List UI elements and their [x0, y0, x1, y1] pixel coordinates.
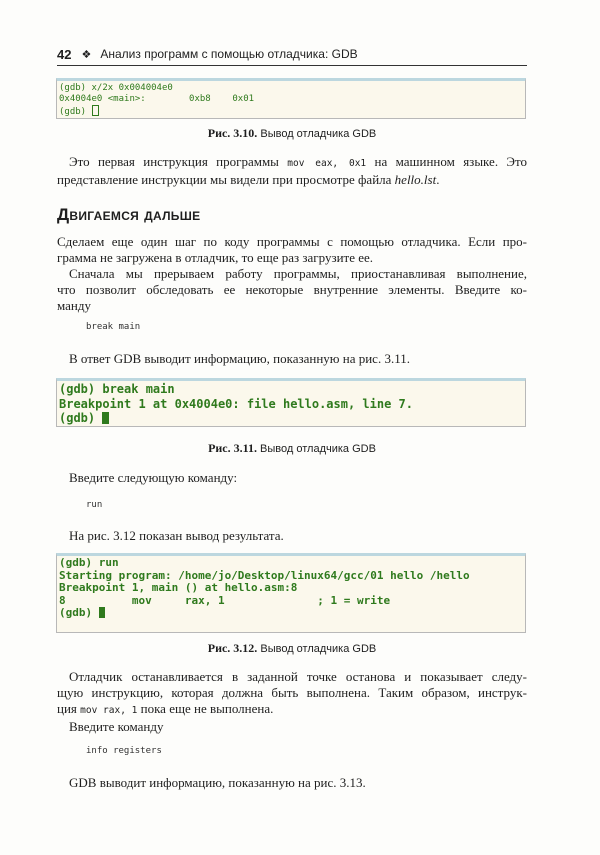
- text-line: Введите следующую команду:: [69, 470, 238, 485]
- terminal-line: (gdb): [59, 105, 525, 118]
- running-header: [57, 44, 527, 64]
- text-line: ция mov rax, 1 пока еще не выполнена.: [57, 701, 274, 716]
- text-line: представление инструкции мы видели при просмотре файла hello.lst.: [57, 172, 440, 187]
- header-rule: [57, 65, 527, 66]
- terminal-line: 0x4004e0 <main>: 0xb8 0x01: [59, 94, 255, 104]
- section-heading: Двигаемся дальше: [57, 205, 201, 224]
- cursor-icon: [92, 105, 99, 116]
- cursor-icon: [102, 412, 109, 424]
- paragraph: [57, 351, 527, 367]
- text-line: Сделаем еще один шаг по коду программы с помощью отладчика. Если про-: [57, 234, 527, 249]
- text-line: Это первая инструкция программы mov eax, 0x1 на машинном языке. Это: [69, 154, 528, 169]
- caption-text: Вывод отладчика GDB: [257, 643, 377, 655]
- terminal-line: (gdb): [59, 411, 525, 426]
- code-block: info registers: [86, 746, 162, 756]
- caption-label: Рис. 3.11.: [208, 441, 257, 455]
- text-line: щую инструкцию, которая должна быть выполнена. Таким образом, инструк-: [57, 685, 527, 700]
- text-line: Введите команду: [69, 719, 164, 734]
- paragraph: [57, 154, 527, 188]
- gdb-output-fig-3-10: [56, 78, 526, 119]
- terminal-line: Breakpoint 1 at 0x4004e0: file hello.asm, line 7.: [59, 396, 414, 411]
- paragraph: [57, 234, 527, 266]
- text-line: манду: [57, 298, 91, 313]
- cursor-icon: [99, 607, 105, 618]
- caption-label: Рис. 3.10.: [207, 126, 258, 140]
- terminal-line: (gdb) x/2x 0x004004e0: [59, 83, 173, 93]
- gdb-output-fig-3-11: [56, 378, 526, 427]
- caption-label: Рис. 3.12.: [207, 641, 258, 655]
- inline-code: mov eax, 0x1: [287, 158, 367, 169]
- ornament-icon: ❖: [81, 48, 92, 61]
- code-block: run: [86, 500, 103, 510]
- figure-caption: [57, 641, 527, 656]
- file-name: hello.lst: [394, 172, 437, 187]
- inline-code: mov rax, 1: [80, 705, 138, 716]
- figure-caption: [57, 126, 527, 141]
- text-line: грамма не загружена в отладчик, то еще раз загрузите ее.: [57, 250, 374, 265]
- caption-text: Вывод отладчика GDB: [256, 443, 376, 455]
- paragraph: [57, 775, 527, 791]
- page-number: 42: [57, 46, 72, 62]
- paragraph: [57, 669, 527, 735]
- terminal-line: (gdb) break main: [59, 382, 175, 396]
- gdb-output-fig-3-12: [56, 553, 526, 633]
- text-line: GDB выводит информацию, показанную на рис. 3.13.: [69, 775, 366, 790]
- terminal-line: Starting program: /home/jo/Desktop/linux64/gcc/01 hello /hello: [59, 568, 470, 582]
- text-line: что позволит обследовать ее некоторые внутренние элементы. Введите ко-: [57, 282, 527, 297]
- code-block: break main: [86, 322, 141, 332]
- terminal-line: (gdb): [59, 607, 525, 620]
- text-line: На рис. 3.12 показан вывод результата.: [69, 528, 284, 543]
- terminal-line: 8 mov rax, 1 ; 1 = write: [59, 593, 391, 607]
- text-line: В ответ GDB выводит информацию, показанную на рис. 3.11.: [69, 351, 410, 366]
- terminal-line: (gdb) run: [59, 556, 119, 569]
- paragraph: [57, 470, 527, 486]
- figure-caption: [57, 441, 527, 456]
- caption-text: Вывод отладчика GDB: [257, 128, 377, 140]
- paragraph: [57, 266, 527, 314]
- running-title: Анализ программ с помощью отладчика: GDB: [100, 47, 358, 61]
- terminal-line: Breakpoint 1, main () at hello.asm:8: [59, 581, 298, 595]
- text-line: Сначала мы прерываем работу программы, приостанавливая выполнение,: [69, 266, 527, 281]
- paragraph: [57, 528, 527, 544]
- text-line: Отладчик останавливается в заданной точке останова и показывает следу-: [69, 669, 527, 684]
